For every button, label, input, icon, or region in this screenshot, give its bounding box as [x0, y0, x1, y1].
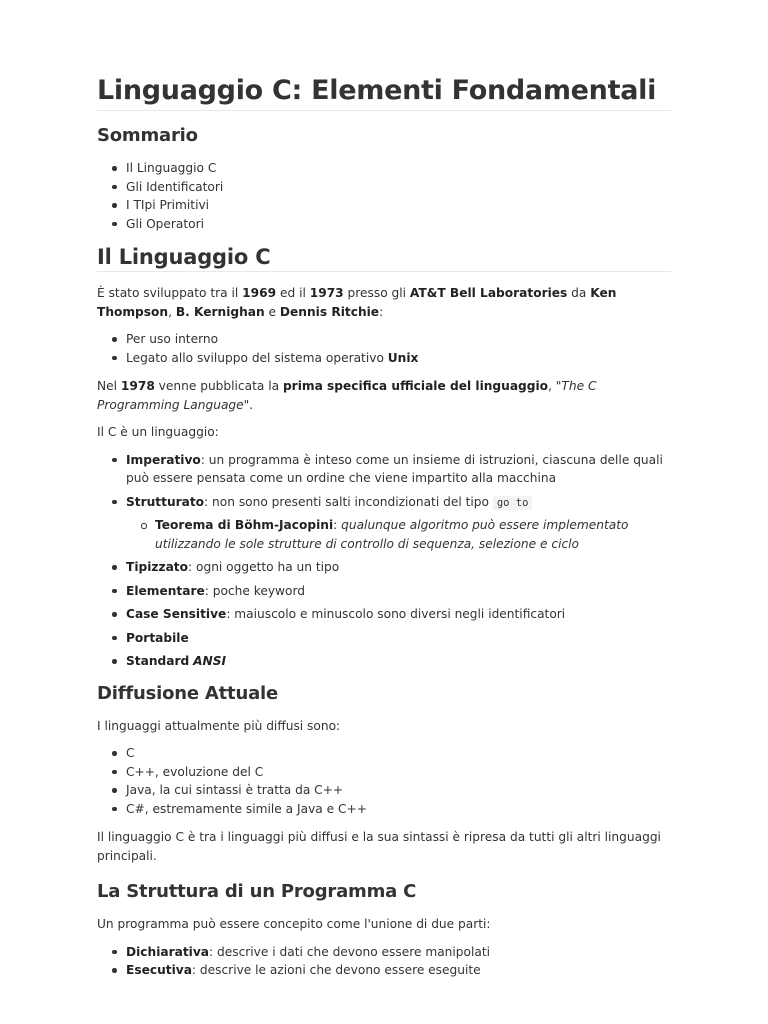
languages-list — [97, 744, 671, 818]
list-item: Per uso interno — [126, 330, 671, 349]
list-item: Esecutiva: descrive le azioni che devono essere eseguite — [126, 961, 671, 980]
feature-item: Strutturato: non sono presenti salti incondizionati del tipo go to Teorema di Böhm-Jacopini: qualunque algoritmo può essere implementato utilizzando le sole strutture di controllo di sequenza, selezione e ciclo — [126, 493, 671, 554]
feature-item: Imperativo: un programma è inteso come un insieme di istruzioni, ciascuna delle quali può essere pensata come un ordine che viene impartito alla macchina — [126, 451, 671, 488]
section-heading-linguaggio: Il Linguaggio C — [97, 243, 671, 272]
feature-item: Tipizzato: ogni oggetto ha un tipo — [126, 558, 671, 577]
feature-item: Case Sensitive: maiuscolo e minuscolo sono diversi negli identificatori — [126, 605, 671, 624]
list-item: C#, estremamente simile a Java e C++ — [126, 800, 671, 819]
code-snippet: go to — [493, 496, 533, 510]
feature-item: Standard ANSI — [126, 652, 671, 671]
diffusion-outro: Il linguaggio C è tra i linguaggi più diffusi e la sua sintassi è ripresa da tutti gli altri linguaggi principali. — [97, 830, 661, 863]
list-item: Java, la cui sintassi è tratta da C++ — [126, 781, 671, 800]
feature-item: Elementare: poche keyword — [126, 582, 671, 601]
history-paragraph: È stato sviluppato tra il 1969 ed il 1973 presso gli AT&T Bell Laboratories da Ken Thompson, B. Kernighan e Dennis Ritchie: — [97, 286, 617, 319]
sub-item: Teorema di Böhm-Jacopini: qualunque algoritmo può essere implementato utilizzando le sole strutture di controllo di sequenza, selezione e ciclo — [155, 516, 671, 553]
page-title: Linguaggio C: Elementi Fondamentali — [97, 72, 671, 111]
toc-item[interactable]: Gli Identificatori — [126, 178, 671, 197]
toc-heading: Sommario — [97, 125, 198, 146]
document-page — [97, 72, 671, 990]
toc-item[interactable]: Il Linguaggio C — [126, 159, 671, 178]
features-list — [97, 451, 671, 671]
structure-intro: Un programma può essere concepito come l'unione di due parti: — [97, 917, 491, 931]
sub-list — [126, 516, 671, 553]
parts-list — [97, 943, 671, 980]
list-item: C++, evoluzione del C — [126, 763, 671, 782]
list-item: C — [126, 744, 671, 763]
usage-list — [97, 330, 671, 367]
toc-list — [97, 159, 671, 233]
toc-item[interactable]: I TIpi Primitivi — [126, 196, 671, 215]
language-intro: Il C è un linguaggio: — [97, 425, 219, 439]
spec-paragraph: Nel 1978 venne pubblicata la prima specifica ufficiale del linguaggio, "The C Programming Language". — [97, 379, 597, 412]
feature-item: Portabile — [126, 629, 671, 648]
section-heading-struttura: La Struttura di un Programma C — [97, 881, 417, 902]
list-item: Legato allo sviluppo del sistema operativo Unix — [126, 349, 671, 368]
toc-item[interactable]: Gli Operatori — [126, 215, 671, 234]
list-item: Dichiarativa: descrive i dati che devono essere manipolati — [126, 943, 671, 962]
diffusion-intro: I linguaggi attualmente più diffusi sono: — [97, 718, 341, 733]
section-heading-diffusione: Diffusione Attuale — [97, 682, 279, 704]
